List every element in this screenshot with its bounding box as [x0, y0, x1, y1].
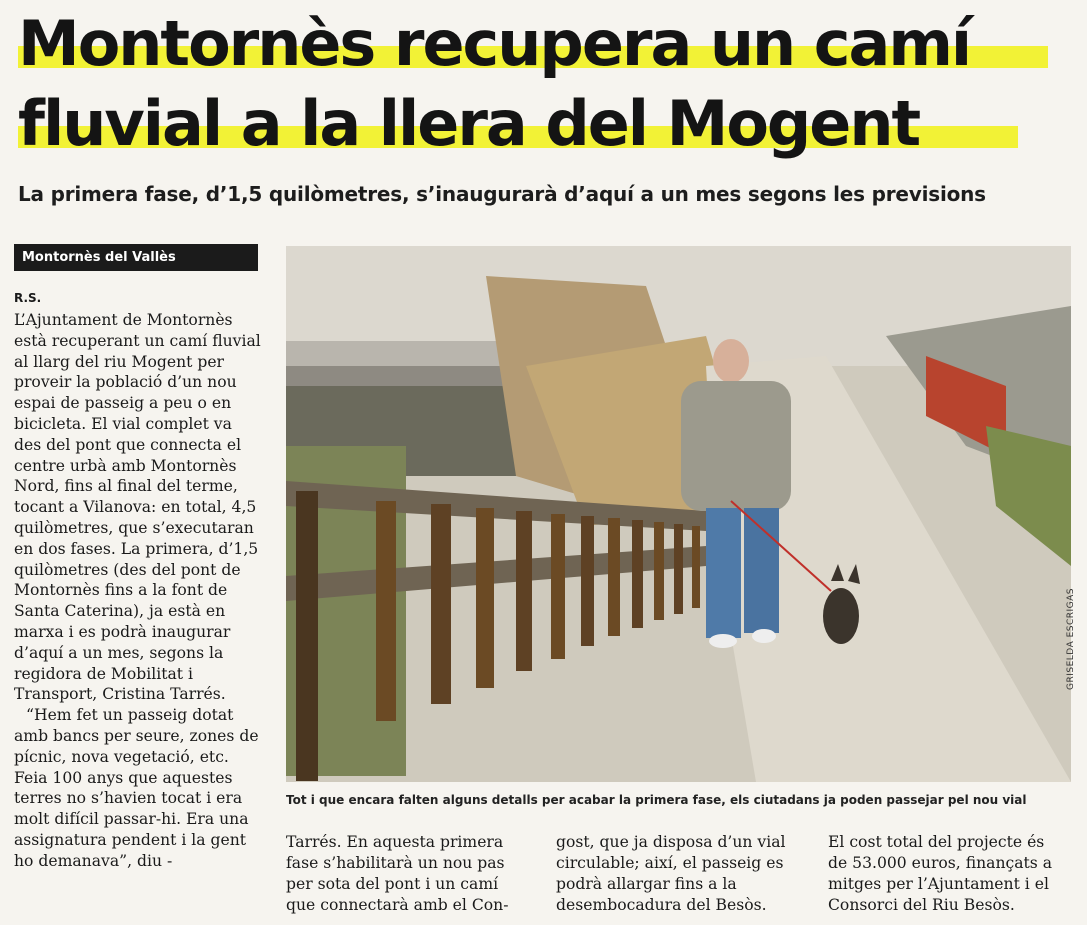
photo-credit: GRISELDA ESCRIGAS — [1066, 587, 1076, 690]
article-paragraph: El cost total del projecte és de 53.000 euros, finançats a mitges per l’Ajuntament i el Consorci del Riu Besòs. — [828, 833, 1053, 914]
headline-line-2-text: fluvial a la llera del Mogent — [18, 87, 920, 160]
article-paragraph: L’Ajuntament de Montornès està recuperant un camí fluvial al llarg del riu Mogent per proveir la població d’un nou espai de passeig a peu o en bicicleta. El vial complet va des del pont que connecta el centre urbà amb Montornès Nord, fins al final del terme, tocant a Vilanova: en total, 4,5 quilòmetres, que s’executaran en dos fases. La primera, d’1,5 quilòmetres (des del pont de Montornès fins a la font de Santa Caterina), ja està en marxa i es podrà inaugurar d’aquí a un mes, segons la regidora de Mobilitat i Transport, Cristina Tarrés. — [14, 311, 261, 704]
article-paragraph: gost, que ja disposa d’un vial circulable; així, el passeig es podrà allargar fins a la desembocadura del Besòs. — [556, 833, 786, 914]
article-paragraph: “Hem fet un passeig dotat amb bancs per seure, zones de pícnic, nova vegetació, etc. Feia 100 anys que aquestes terres no s’havien tocat i era molt difícil passar-hi. Era una assignatura pendent i la gent ho demanava”, diu - — [14, 706, 259, 870]
headline-line-1-text: Montornès recupera un camí — [18, 7, 971, 80]
photo-caption: Tot i que encara falten alguns detalls per acabar la primera fase, els ciutadans ja poden passejar pel nou vial — [286, 793, 1027, 807]
headline — [18, 4, 1078, 164]
article-photo — [286, 246, 1071, 782]
article-column-2 — [286, 832, 526, 916]
article-column-1 — [14, 310, 262, 872]
subheadline: La primera fase, d’1,5 quilòmetres, s’inaugurarà d’aquí a un mes segons les previsions — [18, 182, 986, 206]
article-column-4 — [828, 832, 1068, 916]
location-tag: Montornès del Vallès — [14, 244, 258, 271]
headline-line-2 — [18, 84, 1078, 164]
headline-line-1 — [18, 4, 1078, 84]
article-paragraph: Tarrés. En aquesta primera fase s’habilitarà un nou pas per sota del pont i un camí que connectarà amb el Con- — [286, 833, 509, 914]
byline: R.S. — [14, 291, 42, 305]
article-column-3 — [556, 832, 796, 916]
